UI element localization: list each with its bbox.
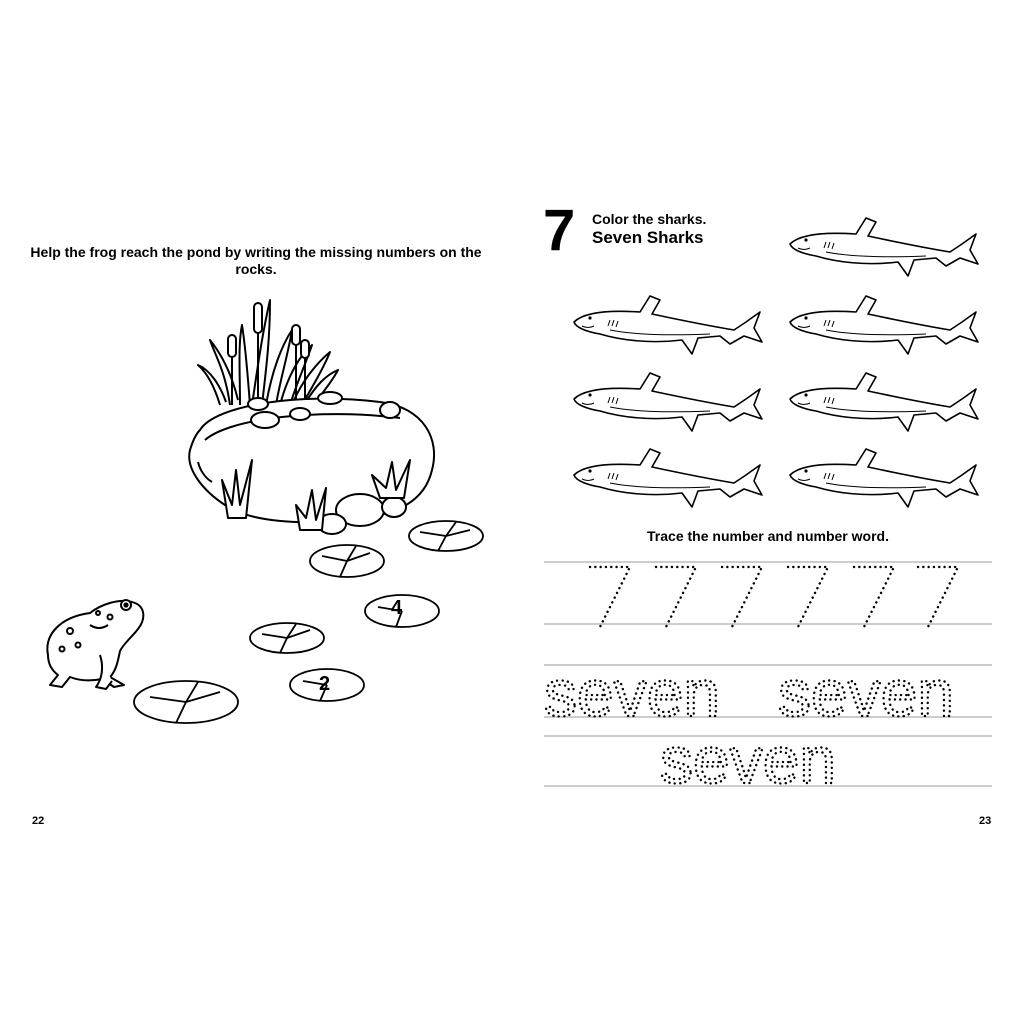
trace-digit-7 (586, 563, 636, 633)
lily-pad-number-2: 2 (319, 673, 331, 695)
trace-instruction: Trace the number and number word. (647, 528, 889, 544)
trace-word: seven (660, 723, 837, 797)
left-instruction: Help the frog reach the pond by writing the missing numbers on the rocks. (30, 244, 482, 277)
trace-word: seven (544, 656, 721, 730)
subtitle: Color the sharks. (592, 211, 707, 227)
trace-word: seven (778, 656, 955, 730)
big-number: 7 (543, 198, 576, 263)
trace-digit-7 (718, 563, 768, 633)
trace-digit-7 (784, 563, 834, 633)
trace-digit-7 (652, 563, 702, 633)
trace-digit-7 (914, 563, 964, 633)
page-number-right: 23 (979, 815, 992, 827)
page-title: Seven Sharks (592, 228, 704, 247)
lily-pad-number-4: 4 (391, 597, 403, 619)
trace-word-row-1 (540, 656, 1000, 730)
page-number-left: 22 (32, 815, 45, 827)
trace-word-row-2 (656, 723, 916, 797)
trace-digit-7 (850, 563, 900, 633)
